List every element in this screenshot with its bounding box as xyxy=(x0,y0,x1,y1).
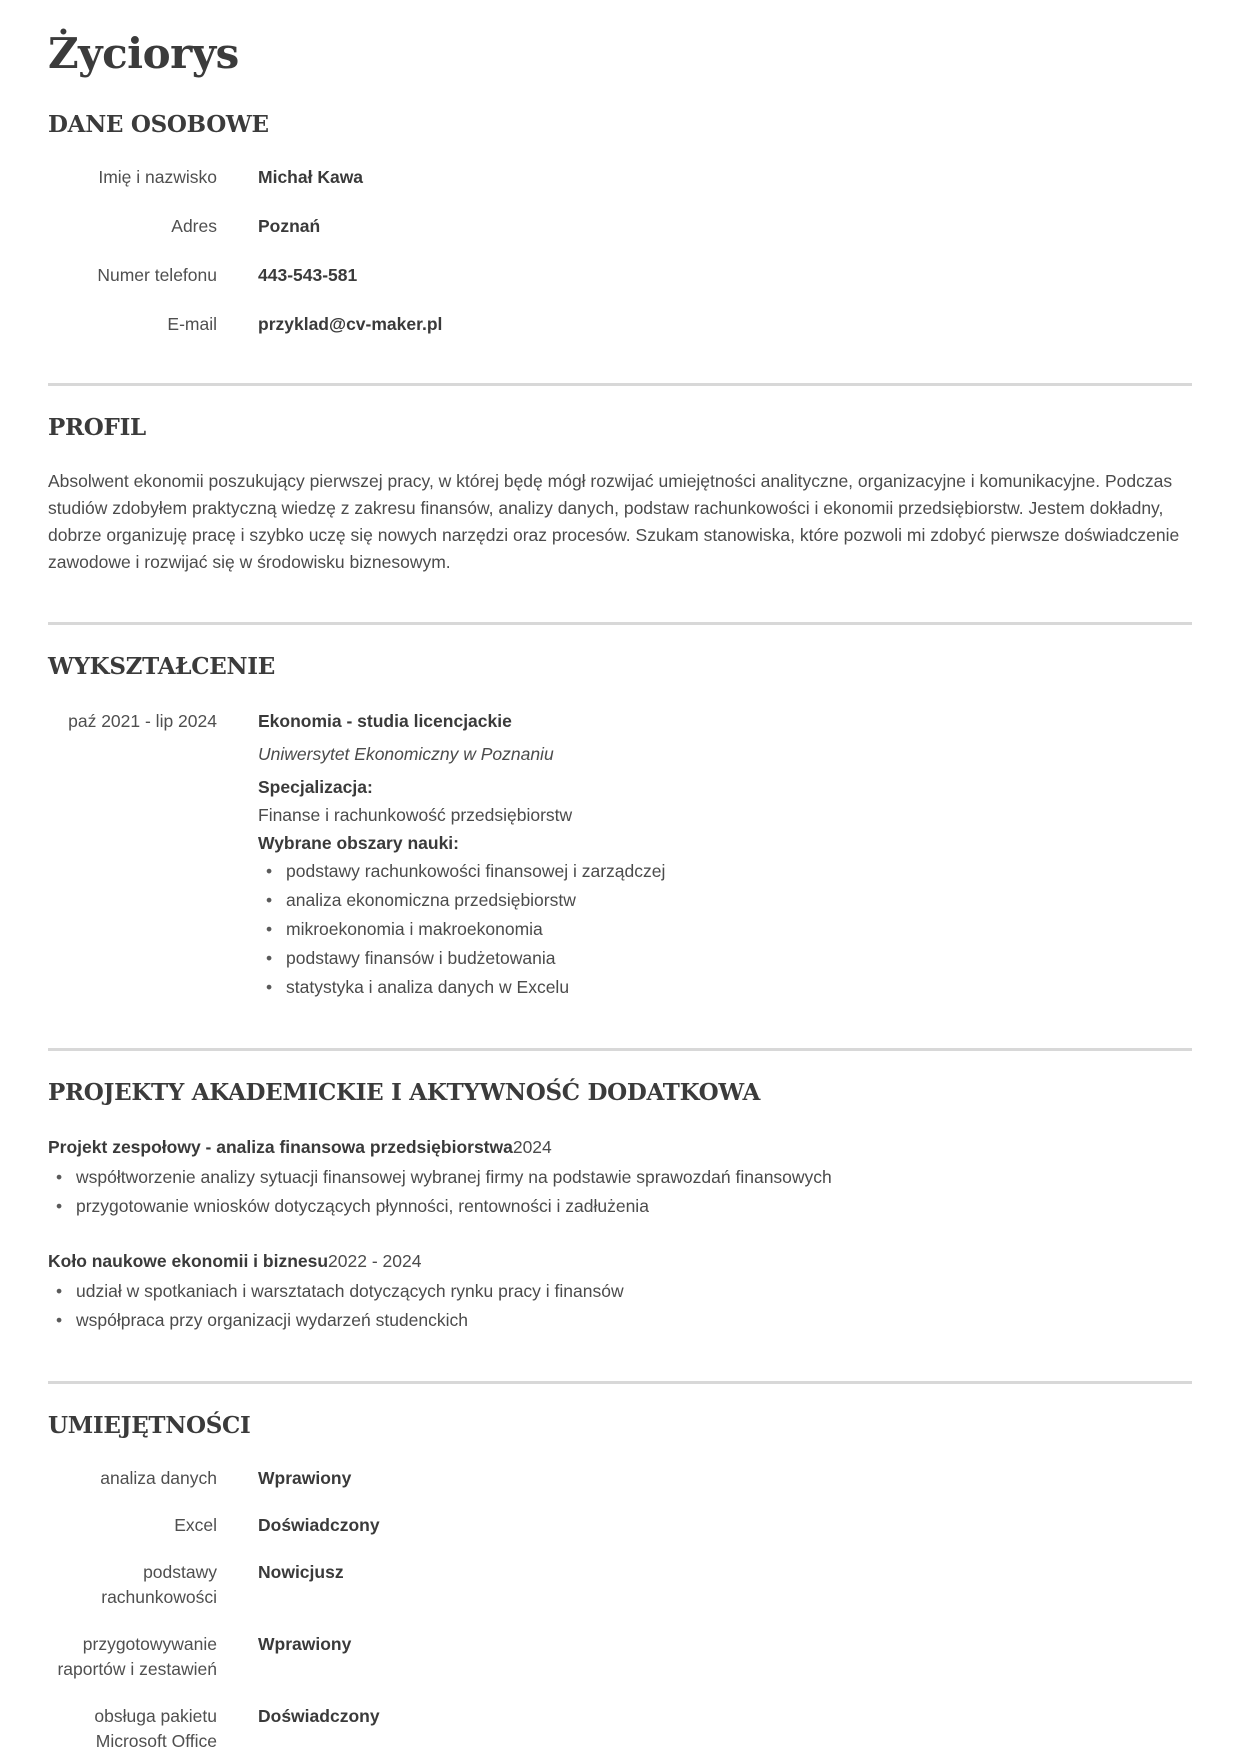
skill-level: Wprawiony xyxy=(258,1468,352,1489)
skill-name: podstawy rachunkowości xyxy=(101,1562,217,1608)
education-degree: Ekonomia - studia licencjackie xyxy=(258,711,512,732)
project-bullet-item: • współpraca przy organizacji wydarzeń studenckich xyxy=(48,1306,1192,1335)
skill-name: przygotowywanie raportów i zestawień xyxy=(57,1634,217,1680)
personal-row-address xyxy=(48,214,1192,239)
personal-value-email: przyklad@cv-maker.pl xyxy=(258,314,443,335)
education-specialization-label: Specjalizacja: xyxy=(258,777,373,798)
project-bullet-item: • udział w spotkaniach i warsztatach dotyczących rynku pracy i finansów xyxy=(48,1277,1192,1306)
skill-level: Nowicjusz xyxy=(258,1562,344,1583)
personal-label-phone: Numer telefonu xyxy=(97,265,217,286)
education-details xyxy=(258,707,1192,1002)
project-period: 2022 - 2024 xyxy=(328,1251,422,1272)
education-area-item: • podstawy rachunkowości finansowej i zarządczej xyxy=(258,857,1192,886)
personal-label-email: E-mail xyxy=(167,314,217,335)
project-bullets xyxy=(48,1277,1192,1335)
project-title: Projekt zespołowy - analiza finansowa przedsiębiorstwa xyxy=(48,1137,513,1158)
education-area-item: • mikroekonomia i makroekonomia xyxy=(258,915,1192,944)
skill-row xyxy=(48,1466,1192,1491)
education-area-item: • analiza ekonomiczna przedsiębiorstw xyxy=(258,886,1192,915)
education-date-range: paź 2021 - lip 2024 xyxy=(68,711,217,732)
personal-data-heading: DANE OSOBOWE xyxy=(48,111,269,139)
education-specialization xyxy=(258,773,1192,1002)
personal-label-address: Adres xyxy=(171,216,217,237)
skill-row xyxy=(48,1513,1192,1538)
section-personal-data xyxy=(48,111,1192,337)
skill-name: Excel xyxy=(174,1515,217,1536)
personal-row-phone xyxy=(48,263,1192,288)
education-heading: WYKSZTAŁCENIE xyxy=(48,653,275,681)
project-bullet-item: • przygotowanie wniosków dotyczących płynności, rentowności i zadłużenia xyxy=(48,1192,1192,1221)
projects-heading: PROJEKTY AKADEMICKIE I AKTYWNOŚĆ DODATKOWA xyxy=(48,1079,761,1107)
skill-name: analiza danych xyxy=(100,1468,217,1489)
profile-heading: PROFIL xyxy=(48,414,146,442)
section-skills xyxy=(48,1381,1192,1754)
personal-row-email xyxy=(48,312,1192,337)
personal-row-name xyxy=(48,165,1192,190)
project-title-row xyxy=(48,1133,1192,1161)
project-title: Koło naukowe ekonomii i biznesu xyxy=(48,1251,329,1272)
section-profile xyxy=(48,383,1192,576)
education-specialization-value: Finanse i rachunkowość przedsiębiorstw xyxy=(258,805,573,826)
personal-value-phone: 443-543-581 xyxy=(258,265,358,286)
profile-text: Absolwent ekonomii poszukujący pierwszej pracy, w której będę mógł rozwijać umiejętności analityczne, organizacyjne i komunikacyjne. Podczas studiów zdobyłem praktyczną wiedzę z zakresu finansów, analizy danych, podstaw rachunkowości i ekonomii przedsiębiorstw. Jestem dokładny, dobrze organizuję pracę i szybko uczę się nowych narzędzi oraz procesów. Szukam stanowiska, które pozwoli mi zdobyć pierwsze doświadczenie zawodowe i rozwijać się w środowisku biznesowym. xyxy=(48,471,1180,573)
project-entry xyxy=(48,1247,1192,1335)
education-areas-label: Wybrane obszary nauki: xyxy=(258,833,459,854)
education-areas-list xyxy=(258,857,1192,1002)
skill-level: Doświadczony xyxy=(258,1515,380,1536)
personal-value-address: Poznań xyxy=(258,216,321,237)
section-education xyxy=(48,622,1192,1002)
personal-value-name: Michał Kawa xyxy=(258,167,364,188)
skill-row xyxy=(48,1632,1192,1682)
skill-name: obsługa pakietu Microsoft Office xyxy=(94,1706,217,1752)
skill-level: Doświadczony xyxy=(258,1706,380,1727)
project-bullet-item: • współtworzenie analizy sytuacji finansowej wybranej firmy na podstawie sprawozdań finansowych xyxy=(48,1163,1192,1192)
education-school: Uniwersytet Ekonomiczny w Poznaniu xyxy=(258,744,554,765)
skill-row xyxy=(48,1704,1192,1754)
project-title-row xyxy=(48,1247,1192,1275)
personal-label-name: Imię i nazwisko xyxy=(98,167,217,188)
section-projects xyxy=(48,1048,1192,1335)
education-area-item: • statystyka i analiza danych w Excelu xyxy=(258,973,1192,1002)
project-entry xyxy=(48,1133,1192,1221)
skill-level: Wprawiony xyxy=(258,1634,352,1655)
education-area-item: • podstawy finansów i budżetowania xyxy=(258,944,1192,973)
project-period: 2024 xyxy=(512,1137,552,1158)
page-title: Życiorys xyxy=(48,29,239,78)
skill-row xyxy=(48,1560,1192,1610)
education-entry xyxy=(48,707,1192,1002)
skills-heading: UMIEJĘTNOŚCI xyxy=(48,1412,251,1440)
project-bullets xyxy=(48,1163,1192,1221)
